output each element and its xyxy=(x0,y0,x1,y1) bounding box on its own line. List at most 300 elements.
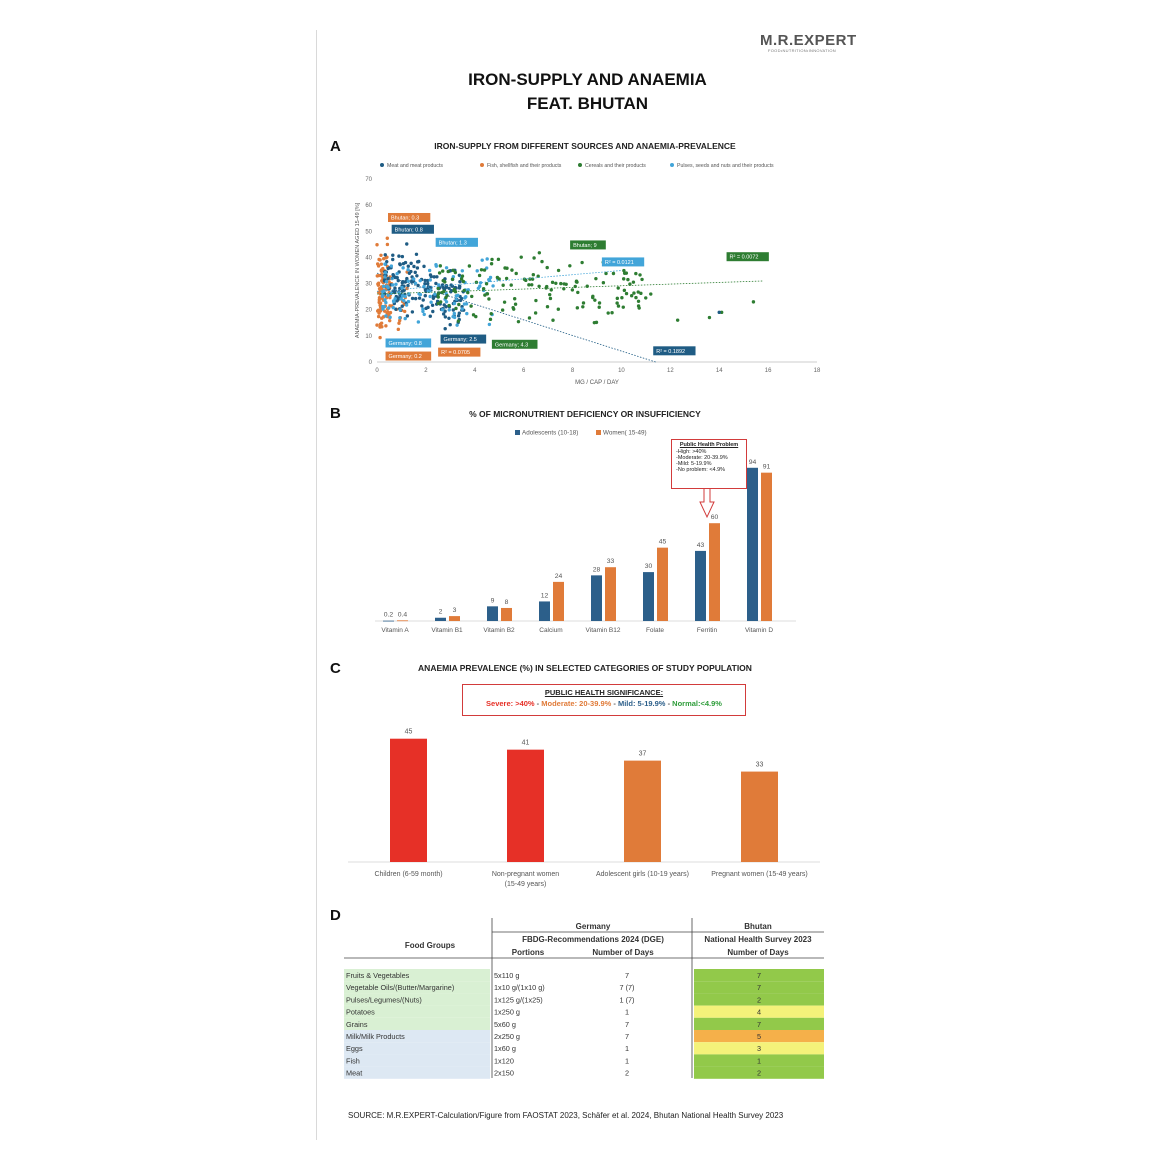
data-point xyxy=(377,315,380,318)
data-point xyxy=(469,304,472,307)
bar xyxy=(397,620,408,621)
data-point xyxy=(490,312,493,315)
data-point xyxy=(403,310,406,313)
data-label: 30 xyxy=(644,563,653,571)
bar xyxy=(657,548,668,621)
data-point xyxy=(490,262,493,265)
x-tick-label: Vitamin B2 xyxy=(483,627,515,634)
portion-cell: 1x125 g/(1x25) xyxy=(494,995,543,1005)
legend-label: Pulses, seeds and nuts and their products xyxy=(677,163,774,169)
data-point xyxy=(472,313,475,316)
data-point xyxy=(676,318,679,321)
data-point xyxy=(442,312,445,315)
data-point xyxy=(511,306,514,309)
data-point xyxy=(637,306,640,309)
header-germany: Germany xyxy=(575,922,611,931)
data-point xyxy=(380,316,383,319)
x-tick-label: 0 xyxy=(375,368,379,374)
data-point xyxy=(407,300,410,303)
data-point xyxy=(485,257,488,260)
data-point xyxy=(461,274,464,277)
data-point xyxy=(517,320,520,323)
header-days: Number of Days xyxy=(592,948,654,957)
data-point xyxy=(489,318,492,321)
callout-line: -High: >40% xyxy=(676,449,707,455)
data-point xyxy=(457,319,460,322)
bar xyxy=(553,582,564,621)
data-label: 45 xyxy=(658,538,667,546)
data-point xyxy=(586,285,589,288)
data-point xyxy=(622,305,625,308)
data-point xyxy=(640,278,643,281)
data-point xyxy=(403,295,406,298)
data-point xyxy=(397,328,400,331)
data-point xyxy=(446,270,449,273)
data-point xyxy=(416,284,419,287)
data-label: 28 xyxy=(592,566,601,574)
data-point xyxy=(575,280,578,283)
data-point xyxy=(423,313,426,316)
data-point xyxy=(463,302,466,305)
data-point xyxy=(377,282,380,285)
data-point xyxy=(439,264,442,267)
bhutan-days-value: 7 xyxy=(756,1019,762,1029)
data-point xyxy=(378,258,381,261)
separator: - xyxy=(611,699,618,708)
legend-marker xyxy=(515,430,520,435)
data-point xyxy=(397,291,400,294)
data-point xyxy=(557,269,560,272)
data-point xyxy=(576,291,579,294)
y-axis-label: ANAEMIA-PREVALENCE IN WOMEN AGED 15-49 [%] xyxy=(355,202,361,339)
page-subtitle: FEAT. BHUTAN xyxy=(526,94,649,113)
data-point xyxy=(639,292,642,295)
header-portions: Portions xyxy=(511,948,545,957)
data-point xyxy=(545,266,548,269)
y-tick-label: 40 xyxy=(365,255,372,262)
annotation-label: Germany; 0.8 xyxy=(388,340,422,347)
section-letter-a: A xyxy=(330,138,341,155)
data-point xyxy=(401,255,404,258)
x-tick-label: 4 xyxy=(473,368,477,374)
data-point xyxy=(610,311,613,314)
data-point xyxy=(398,316,401,319)
bar xyxy=(435,618,446,621)
data-point xyxy=(551,319,554,322)
data-point xyxy=(602,281,605,284)
data-point xyxy=(593,321,596,324)
data-point xyxy=(390,277,393,280)
bhutan-days-value: 7 xyxy=(756,983,762,993)
data-point xyxy=(593,298,596,301)
callout-line: -No problem: <4.9% xyxy=(676,467,726,473)
data-point xyxy=(477,287,480,290)
x-tick-label: 12 xyxy=(666,368,674,374)
data-point xyxy=(391,258,394,261)
portion-cell: 1x250 g xyxy=(494,1007,520,1017)
data-point xyxy=(532,273,535,276)
data-point xyxy=(404,317,407,320)
section-letter-b: B xyxy=(330,405,341,422)
data-point xyxy=(623,289,626,292)
data-point xyxy=(557,308,560,311)
data-point xyxy=(454,271,457,274)
moderate-label: Moderate: 20-39.9% xyxy=(541,699,612,708)
data-point xyxy=(407,292,410,295)
bhutan-days-value: 2 xyxy=(756,995,762,1005)
data-point xyxy=(481,258,484,261)
data-point xyxy=(409,262,412,265)
data-point xyxy=(397,322,400,325)
days-cell: 7 xyxy=(624,1032,630,1041)
scatter-chart xyxy=(340,155,830,395)
x-tick-label: Ferritin xyxy=(696,627,718,634)
data-point xyxy=(622,269,625,272)
data-point xyxy=(453,316,456,319)
food-group-cell xyxy=(344,1042,490,1054)
data-point xyxy=(401,266,404,269)
food-group-label: Eggs xyxy=(346,1044,363,1054)
legend-marker xyxy=(578,163,582,167)
data-point xyxy=(617,286,620,289)
data-point xyxy=(448,308,451,311)
data-point xyxy=(530,283,533,286)
bar xyxy=(501,608,512,621)
food-groups-table xyxy=(340,915,830,1083)
days-cell: 7 xyxy=(624,1019,630,1029)
data-label: 0.2 xyxy=(383,611,394,619)
data-point xyxy=(616,297,619,300)
data-label: 33 xyxy=(755,761,764,769)
legend-label: Cereals and their products xyxy=(585,163,646,169)
data-point xyxy=(487,297,490,300)
data-label: 45 xyxy=(404,728,413,736)
data-point xyxy=(409,270,412,273)
data-point xyxy=(429,278,432,281)
x-tick-label: Adolescent girls (10-19 years) xyxy=(596,871,689,878)
data-point xyxy=(387,306,390,309)
bar xyxy=(624,761,661,862)
x-tick-label: Vitamin D xyxy=(744,627,774,634)
data-point xyxy=(490,258,493,261)
data-point xyxy=(461,307,464,310)
data-point xyxy=(447,317,450,320)
data-point xyxy=(394,283,397,286)
data-point xyxy=(449,323,452,326)
data-label: 94 xyxy=(748,458,757,466)
data-point xyxy=(463,289,466,292)
data-point xyxy=(466,291,469,294)
header-nhs: National Health Survey 2023 xyxy=(704,935,812,944)
data-point xyxy=(580,261,583,264)
data-point xyxy=(407,280,410,283)
data-point xyxy=(478,274,481,277)
header-bhutan: Bhutan xyxy=(744,922,772,931)
data-point xyxy=(398,262,401,265)
data-point xyxy=(411,310,414,313)
portion-cell: 5x110 g xyxy=(494,971,520,980)
x-tick-label: 18 xyxy=(813,368,821,374)
portion-cell: 2x250 g xyxy=(494,1032,520,1041)
x-tick-label: Folate xyxy=(645,627,665,634)
data-point xyxy=(576,306,579,309)
data-point xyxy=(510,268,513,271)
data-point xyxy=(549,297,552,300)
x-tick-label: Children (6-59 month) xyxy=(374,871,443,878)
bar xyxy=(390,739,427,862)
data-point xyxy=(537,285,540,288)
data-point xyxy=(606,311,609,314)
data-point xyxy=(442,290,445,293)
data-point xyxy=(453,312,456,315)
data-point xyxy=(591,296,594,299)
anaemia-bar-chart xyxy=(340,710,830,895)
annotation-label: R² = 0.0705 xyxy=(441,350,471,357)
data-point xyxy=(752,300,755,303)
bhutan-days-value: 3 xyxy=(756,1044,762,1054)
data-point xyxy=(501,308,504,311)
data-point xyxy=(378,336,381,339)
data-point xyxy=(503,300,506,303)
annotation-label: Bhutan; 9 xyxy=(573,242,597,249)
header-days-bhutan: Number of Days xyxy=(727,948,789,957)
data-point xyxy=(375,323,378,326)
data-point xyxy=(431,310,434,313)
data-point xyxy=(386,237,389,240)
food-group-label: Potatoes xyxy=(346,1007,375,1017)
data-point xyxy=(457,303,460,306)
data-point xyxy=(429,273,432,276)
data-point xyxy=(445,266,448,269)
callout-heading: Public Health Problem xyxy=(679,442,739,448)
data-point xyxy=(414,297,417,300)
legend-label: Women( 15-49) xyxy=(603,429,647,437)
annotation-label: R² = 0.1892 xyxy=(656,348,686,355)
data-label: 41 xyxy=(521,739,530,747)
data-point xyxy=(422,298,425,301)
data-label: 2 xyxy=(438,608,443,616)
days-cell: 7 xyxy=(624,971,630,980)
data-point xyxy=(380,270,383,273)
data-label: 9 xyxy=(490,597,495,605)
data-point xyxy=(386,243,389,246)
data-point xyxy=(622,277,625,280)
food-group-cell xyxy=(344,1067,490,1079)
data-label: 8 xyxy=(504,598,509,606)
bar xyxy=(539,601,550,621)
data-point xyxy=(454,307,457,310)
data-point xyxy=(475,281,478,284)
data-point xyxy=(424,294,427,297)
portion-cell: 1x60 g xyxy=(494,1044,516,1054)
bhutan-days-value: 4 xyxy=(756,1007,762,1017)
data-point xyxy=(438,271,441,274)
separator: - xyxy=(534,699,542,708)
data-point xyxy=(399,308,402,311)
legend-label: Adolescents (10-18) xyxy=(522,429,579,437)
data-point xyxy=(441,308,444,311)
data-label: 12 xyxy=(540,592,549,600)
separator: - xyxy=(665,699,673,708)
bar xyxy=(487,606,498,621)
data-point xyxy=(406,284,409,287)
data-point xyxy=(456,294,459,297)
y-tick-label: 20 xyxy=(365,307,372,314)
x-tick-label: Pregnant women (15-49 years) xyxy=(711,871,808,878)
data-point xyxy=(550,288,553,291)
page-title: IRON-SUPPLY AND ANAEMIA xyxy=(468,70,707,89)
data-point xyxy=(401,289,404,292)
data-point xyxy=(431,304,434,307)
data-label: 91 xyxy=(762,463,771,471)
data-point xyxy=(447,304,450,307)
legend-marker xyxy=(380,163,384,167)
data-point xyxy=(501,284,504,287)
food-group-label: Milk/Milk Products xyxy=(346,1032,405,1041)
data-point xyxy=(417,320,420,323)
data-point xyxy=(428,295,431,298)
data-point xyxy=(411,297,414,300)
annotation-label: Bhutan; 0.3 xyxy=(391,215,420,222)
data-point xyxy=(442,279,445,282)
data-point xyxy=(453,302,456,305)
data-point xyxy=(470,295,473,298)
data-point xyxy=(562,282,565,285)
data-point xyxy=(534,311,537,314)
food-group-label: Vegetable Oils/(Butter/Margarine) xyxy=(346,983,455,993)
data-point xyxy=(381,307,384,310)
bar xyxy=(747,468,758,621)
legend-marker xyxy=(596,430,601,435)
bar xyxy=(507,750,544,862)
data-point xyxy=(390,264,393,267)
data-point xyxy=(468,264,471,267)
days-cell: 1 xyxy=(624,1044,630,1054)
data-point xyxy=(632,291,635,294)
x-tick-label: 6 xyxy=(521,368,526,374)
data-label: 24 xyxy=(554,572,563,580)
data-point xyxy=(514,303,517,306)
data-point xyxy=(455,323,458,326)
data-point xyxy=(397,254,400,257)
data-point xyxy=(406,314,409,317)
significance-heading: PUBLIC HEALTH SIGNIFICANCE: xyxy=(544,688,664,697)
data-point xyxy=(382,257,385,260)
bar xyxy=(383,621,394,622)
data-label: 43 xyxy=(696,541,705,549)
data-point xyxy=(548,293,551,296)
data-point xyxy=(391,253,394,256)
header-food-groups: Food Groups xyxy=(404,941,456,950)
days-cell: 1 xyxy=(624,1007,630,1017)
data-point xyxy=(437,302,440,305)
bar xyxy=(741,772,778,862)
callout-line: -Moderate: 20-39.9% xyxy=(676,455,728,461)
bhutan-days-value: 5 xyxy=(756,1032,762,1041)
data-point xyxy=(485,282,488,285)
x-tick-label: 2 xyxy=(424,368,428,374)
data-point xyxy=(380,262,383,265)
data-point xyxy=(379,254,382,257)
x-tick-label: 16 xyxy=(764,368,772,374)
data-point xyxy=(441,283,444,286)
data-point xyxy=(414,282,417,285)
data-point xyxy=(391,283,394,286)
y-tick-label: 70 xyxy=(365,177,372,183)
data-point xyxy=(377,301,380,304)
data-point xyxy=(382,285,385,288)
data-point xyxy=(429,300,432,303)
section-letter-d: D xyxy=(330,907,341,924)
data-point xyxy=(496,276,499,279)
data-point xyxy=(441,269,444,272)
data-point xyxy=(482,287,485,290)
data-point xyxy=(383,262,386,265)
y-tick-label: 30 xyxy=(365,281,372,288)
data-point xyxy=(617,304,620,307)
bhutan-days-value: 2 xyxy=(756,1068,762,1078)
food-group-label: Fish xyxy=(346,1056,360,1066)
data-point xyxy=(620,296,623,299)
data-point xyxy=(405,242,408,245)
data-point xyxy=(598,306,601,309)
days-cell: 7 (7) xyxy=(619,983,635,993)
micronutrient-bar-chart xyxy=(340,420,820,645)
data-point xyxy=(385,280,388,283)
data-point xyxy=(406,268,409,271)
data-point xyxy=(435,275,438,278)
source-note: SOURCE: M.R.EXPERT-Calculation/Figure from FAOSTAT 2023, Schäfer et al. 2024, Bhutan National Health Survey 2023 xyxy=(348,1111,784,1120)
x-tick-label: Vitamin B1 xyxy=(431,627,463,634)
data-point xyxy=(630,294,633,297)
data-point xyxy=(581,305,584,308)
data-point xyxy=(483,268,486,271)
data-point xyxy=(412,265,415,268)
data-point xyxy=(402,262,405,265)
data-point xyxy=(437,295,440,298)
data-point xyxy=(503,266,506,269)
public-health-callout xyxy=(671,439,747,489)
days-cell: 1 xyxy=(624,1056,630,1066)
data-point xyxy=(571,288,574,291)
food-group-cell xyxy=(344,1054,490,1066)
data-point xyxy=(388,319,391,322)
data-point xyxy=(568,264,571,267)
data-point xyxy=(637,300,640,303)
data-point xyxy=(378,310,381,313)
data-point xyxy=(551,281,554,284)
annotation-label: R² = 0.0072 xyxy=(729,254,759,261)
y-tick-label: 0 xyxy=(368,360,372,366)
data-point xyxy=(420,304,423,307)
data-point xyxy=(625,292,628,295)
data-point xyxy=(414,271,417,274)
data-point xyxy=(415,274,418,277)
chart-b-title: % OF MICRONUTRIENT DEFICIENCY OR INSUFFICIENCY xyxy=(469,409,701,419)
data-point xyxy=(419,293,422,296)
food-group-label: Meat xyxy=(346,1068,363,1078)
data-point xyxy=(594,277,597,280)
data-point xyxy=(415,253,418,256)
food-group-label: Fruits & Vegetables xyxy=(346,971,410,980)
data-point xyxy=(505,277,508,280)
data-point xyxy=(445,286,448,289)
data-point xyxy=(612,272,615,275)
data-point xyxy=(433,292,436,295)
page-divider xyxy=(316,30,317,1140)
legend-label: Meat and meat products xyxy=(387,163,443,169)
legend-label: Fish, shellfish and their products xyxy=(487,163,562,169)
